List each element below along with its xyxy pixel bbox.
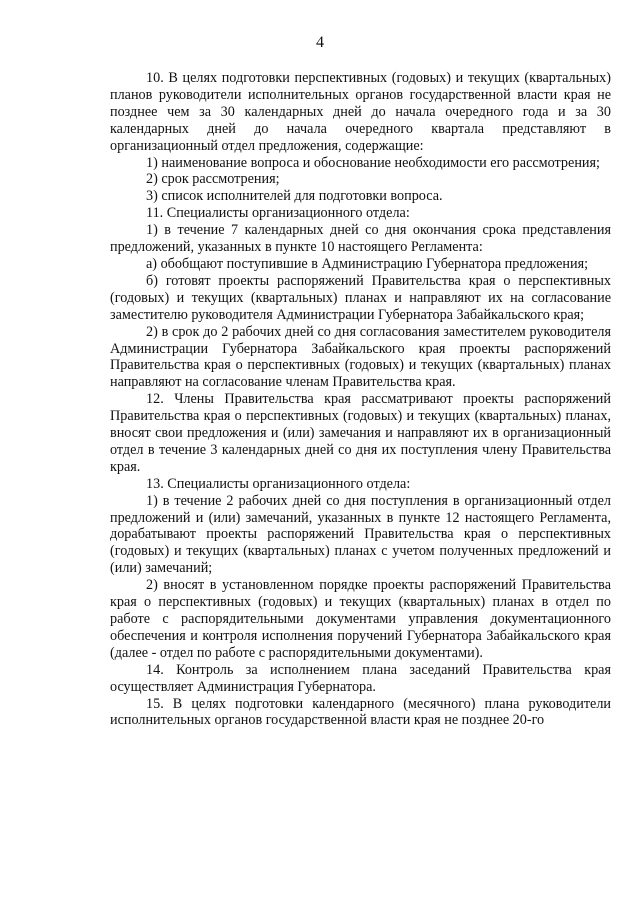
paragraph-10: 10. В целях подготовки перспективных (годовых) и текущих (квартальных) планов руководители исполнительных органов государственной власти края не позднее чем за 30 календарных дней до начала очередного года и за 30 календарных дней до начала очередного квартала представляют в организационный отдел предложения, содержащие: [110,70,611,154]
paragraph-10-item-1: 1) наименование вопроса и обоснование необходимости его рассмотрения; [146,154,600,171]
paragraph-13: 13. Специалисты организационного отдела: [146,475,411,492]
document-body [110,70,611,729]
paragraph-11-item-1: 1) в течение 7 календарных дней со дня окончания срока представления предложений, указанных в пункте 10 настоящего Регламента: [110,222,611,256]
paragraph-10-item-3: 3) список исполнителей для подготовки вопроса. [146,188,443,205]
paragraph-11: 11. Специалисты организационного отдела: [146,205,410,222]
paragraph-13-item-1: 1) в течение 2 рабочих дней со дня поступления в организационный отдел предложений и (или) замечаний, указанных в пункте 12 настоящего Регламента, дорабатывают проекты распоряжений Правительства края о перспективных (годовых) и текущих (квартальных) планах с учетом полученных предложений и (или) замечаний; [110,492,611,577]
paragraph-14: 14. Контроль за исполнением плана заседаний Правительства края осуществляет Администрация Губернатора. [110,661,611,695]
paragraph-12: 12. Члены Правительства края рассматривают проекты распоряжений Правительства края о перспективных (годовых) и текущих (квартальных) планах, вносят свои предложения и (или) замечания и направляют их в организационный отдел в течение 3 календарных дней со дня их поступления члену Правительства края. [110,391,611,475]
paragraph-15: 15. В целях подготовки календарного (месячного) плана руководители исполнительных органов государственной власти края не позднее 20-го [110,695,611,729]
paragraph-11-item-1b: б) готовят проекты распоряжений Правительства края о перспективных (годовых) и текущих (квартальных) планах и направляют их на согласование заместителю руководителя Администрации Губернатора Забайкальского края; [110,272,611,323]
page-number: 4 [316,34,324,51]
paragraph-11-item-2: 2) в срок до 2 рабочих дней со дня согласования заместителем руководителя Администрации Губернатора Забайкальского края проекты распоряжений Правительства края о перспективных (годовых) и текущих (квартальных) планах направляют на согласование членам Правительства края. [110,323,611,391]
paragraph-10-item-2: 2) срок рассмотрения; [146,171,280,188]
paragraph-13-item-2: 2) вносят в установленном порядке проекты распоряжений Правительства края о перспективных (годовых) и текущих (квартальных) планах в отдел по работе с распорядительными документами управления документационного обеспечения и контроля исполнения поручений Губернатора Забайкальского края (далее - отдел по работе с распорядительными документами). [110,577,611,661]
paragraph-11-item-1a: а) обобщают поступившие в Администрацию Губернатора предложения; [146,255,589,272]
